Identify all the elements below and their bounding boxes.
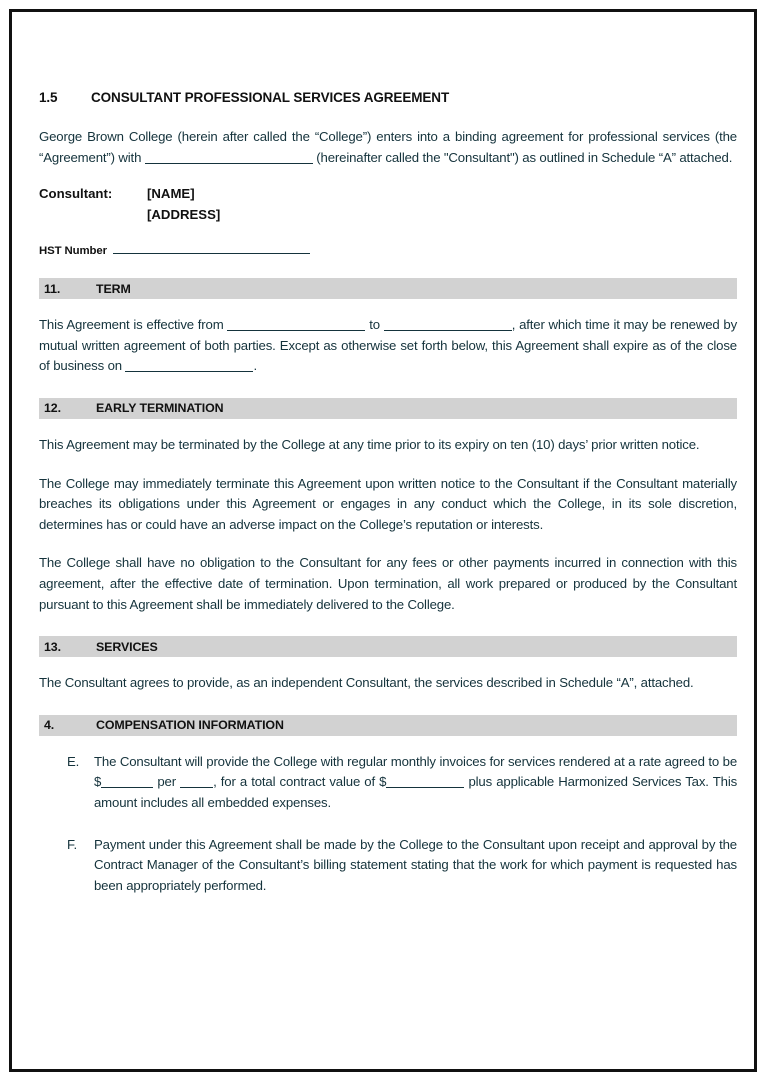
consultant-address-spacer [39, 205, 147, 226]
hst-number-label: HST Number [39, 245, 107, 258]
early-termination-paragraph-3: The College shall have no obligation to the Consultant for any fees or other payments incurred in connection with this agreement, after the effective date of termination. Upon termination, all work prepared or produced by the Consultant pursuant to this Agreement shall be immediately delivered to the College. [39, 555, 737, 612]
compensation-item-e-text [94, 752, 737, 814]
compensation-e-part-4: plus applicable Harmonized Services Tax. This amount includes all embedded expenses. [94, 774, 738, 810]
term-paragraph [39, 315, 737, 377]
section-title: COMPENSATION INFORMATION [96, 718, 284, 733]
consultant-name-value: [NAME] [147, 186, 195, 202]
compensation-item-f [39, 835, 737, 897]
term-text-part-2: to [369, 317, 380, 333]
consultant-address-value: [ADDRESS] [147, 206, 221, 222]
compensation-item-e-letter: E. [67, 753, 80, 769]
section-heading-services [39, 636, 737, 657]
document-content [39, 90, 737, 896]
term-text-part-3: , after which time it may be renewed by mutual written agreement of both parties. Except as otherwise set forth below, this Agreement shall expire as of the close of business on [39, 317, 738, 374]
compensation-item-f-letter: F. [67, 836, 77, 852]
section-number: 13. [44, 639, 61, 654]
consultant-label: Consultant: [39, 186, 113, 202]
term-end-date-blank[interactable] [384, 330, 512, 331]
section-title: EARLY TERMINATION [96, 401, 224, 416]
early-termination-paragraph-2: The College may immediately terminate this Agreement upon written notice to the Consultant if the Consultant materially breaches its obligations under this Agreement or engages in any conduct which the College, in its sole discretion, determines has or could have an adverse impact on the College’s reputation or interests. [39, 475, 737, 532]
compensation-e-part-1: The Consultant will provide the College with regular monthly invoices for services rendered at a rate agreed to be $ [94, 753, 737, 790]
compensation-total-value-blank[interactable] [386, 787, 464, 788]
document-title-text: CONSULTANT PROFESSIONAL SERVICES AGREEMENT [91, 90, 450, 105]
section-title: SERVICES [96, 639, 158, 654]
compensation-period-blank[interactable] [180, 787, 213, 788]
compensation-rate-blank[interactable] [101, 787, 153, 788]
section-heading-compensation [39, 715, 737, 736]
early-termination-paragraph-1: This Agreement may be terminated by the College at any time prior to its expiry on ten (10) days’ prior written notice. [39, 436, 700, 452]
document-page [9, 9, 757, 1072]
section-title: TERM [96, 281, 131, 296]
consultant-name-row [39, 184, 737, 205]
compensation-item-e [39, 752, 737, 814]
section-heading-term [39, 278, 737, 299]
consultant-name-blank[interactable] [145, 163, 313, 164]
section-number: 12. [44, 401, 61, 416]
section-number: 4. [44, 718, 55, 733]
term-text-part-1: This Agreement is effective from [39, 317, 224, 333]
document-title-number: 1.5 [39, 90, 58, 105]
intro-text-part-1: George Brown College (herein after called the “College”) enters into a binding agreement for professional services (the “Agreement”) with [39, 129, 737, 165]
term-text-part-4: . [253, 358, 257, 374]
hst-number-row [39, 245, 737, 257]
compensation-e-part-2: per [157, 774, 176, 790]
term-start-date-blank[interactable] [227, 330, 365, 331]
consultant-block [39, 184, 737, 225]
intro-paragraph [39, 127, 737, 168]
intro-text-part-2: (hereinafter called the "Consultant") as outlined in Schedule “A” attached. [316, 149, 733, 165]
section-heading-early-termination [39, 398, 737, 419]
consultant-address-row [39, 205, 737, 226]
term-expiry-date-blank[interactable] [125, 371, 253, 372]
hst-number-blank[interactable] [113, 253, 310, 254]
document-title [39, 90, 737, 105]
compensation-e-part-3: , for a total contract value of $ [213, 774, 387, 790]
section-number: 11. [44, 281, 61, 296]
compensation-item-f-text: Payment under this Agreement shall be made by the College to the Consultant upon receipt and approval by the Contract Manager of the Consultant’s billing statement stating that the work for which payment is requested has been appropriately performed. [94, 836, 737, 893]
services-paragraph: The Consultant agrees to provide, as an independent Consultant, the services described in Schedule “A”, attached. [39, 675, 694, 691]
